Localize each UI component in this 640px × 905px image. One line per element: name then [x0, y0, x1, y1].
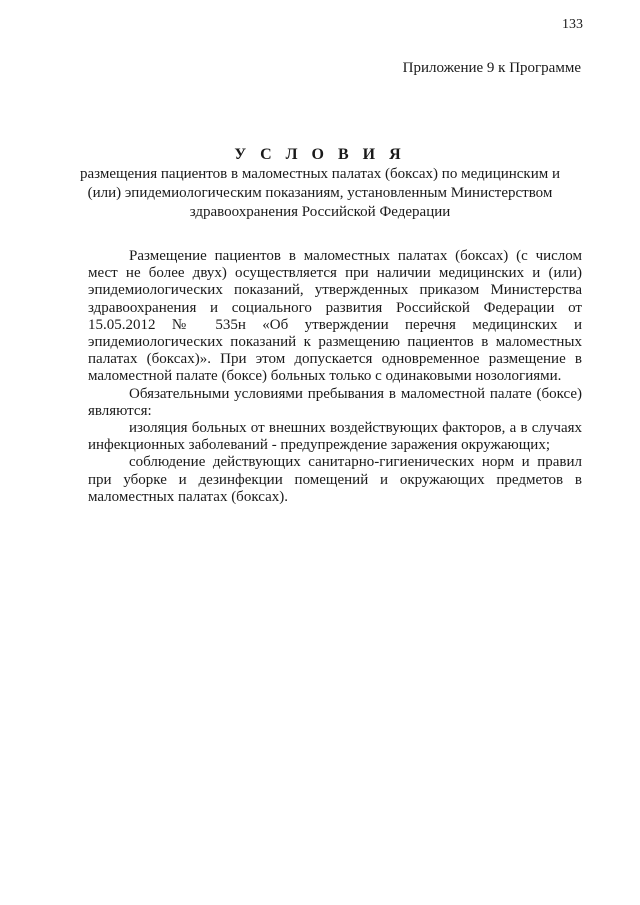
body-paragraph: изоляция больных от внешних воздействующих факторов, а в случаях инфекционных заболеваний - предупреждение заражения окружающих;: [88, 420, 582, 454]
document-body: [88, 248, 582, 506]
page-number: 133: [562, 17, 583, 32]
title-block: [70, 145, 570, 222]
document-title: У С Л О В И Я: [234, 146, 406, 163]
subtitle-line: (или) эпидемиологическим показаниям, установленным Министерством: [87, 185, 553, 201]
body-paragraph: Обязательными условиями пребывания в маломестной палате (боксе) являются:: [88, 385, 582, 419]
body-paragraph: Размещение пациентов в маломестных палатах (боксах) (с числом мест не более двух) осуществляется при наличии медицинских и (или) эпидемиологических показаний, утвержденных приказом Министерства здравоохранения и социального развития Российской Федерации от 15.05.2012 № 535н «Об утверждении перечня медицинских и эпидемиологических показаний к размещению пациентов в маломестных палатах (боксах)». При этом допускается одновременное размещение в маломестной палате (боксе) больных только с одинаковыми нозологиями.: [88, 248, 582, 385]
body-paragraph: соблюдение действующих санитарно-гигиенических норм и правил при уборке и дезинфекции помещений и окружающих предметов в маломестных палатах (боксах).: [88, 454, 582, 505]
subtitle-line: здравоохранения Российской Федерации: [189, 204, 451, 220]
subtitle-line: размещения пациентов в маломестных палатах (боксах) по медицинским и: [79, 166, 561, 182]
appendix-label: Приложение 9 к Программе: [402, 60, 581, 76]
